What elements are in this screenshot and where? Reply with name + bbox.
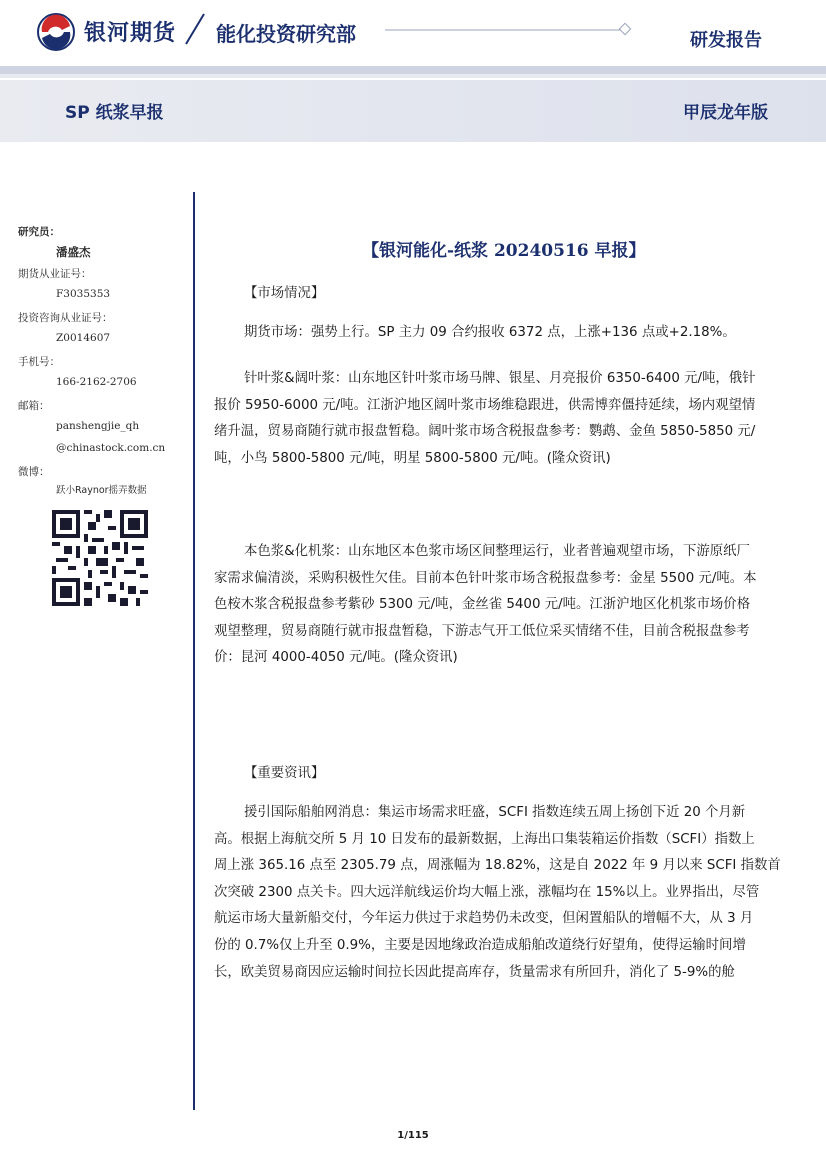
report-type: 研发报告	[690, 30, 762, 51]
paragraph-shipping-news	[214, 800, 781, 986]
paragraph-line: 家需求偏清淡，采购积极性欠佳。目前本色针叶浆市场含税报盘参考：金星 5500 元/吨。本	[214, 570, 757, 586]
weibo-handle[interactable]: 跃小Raynor摇弄数据	[56, 485, 147, 496]
paragraph-line: 针叶浆&阔叶浆：山东地区针叶浆市场马牌、银星、月亮报价 6350-6400 元/吨，俄针	[244, 371, 756, 386]
paragraph-line: 份的 0.7%仅上升至 0.9%，主要是因地缘政治造成船舶改道绕行好望角，使得运输时间增	[214, 937, 746, 953]
banner-edition: 甲辰龙年版	[683, 103, 768, 123]
paragraph-futures-market	[214, 320, 774, 347]
paragraph-unbleached-mechanical	[214, 539, 774, 672]
page-number: 1/115	[397, 1130, 429, 1141]
department-name: 能化投资研究部	[216, 22, 356, 46]
invest-cert-number: Z0014607	[56, 332, 111, 344]
paragraph-line: 价：昆河 4000-4050 元/吨。(隆众资讯)	[214, 650, 458, 666]
researcher-name: 潘盛杰	[56, 245, 91, 259]
paragraph-line: 次突破 2300 点关卡。四大远洋航线运价均大幅上涨，涨幅均在 15%以上。业界指出，尽管	[214, 884, 760, 900]
paragraph-line: 期货市场：强势上行。SP 主力 09 合约报收 6372 点，上涨+136 点或+2.18%。	[244, 325, 736, 340]
invest-cert-label: 投资咨询从业证号：	[18, 312, 113, 324]
researcher-label: 研究员：	[18, 226, 60, 238]
qr-code-icon	[52, 510, 148, 606]
paragraph-line: 高。根据上海航交所 5 月 10 日发布的最新数据，上海出口集装箱运价指数（SCFI）指数上	[214, 831, 755, 847]
header-stripe-light	[0, 74, 826, 78]
header-decorative-line	[385, 20, 635, 40]
paragraph-line: 吨，小鸟 5800-5800 元/吨，明星 5800-5800 元/吨。(隆众资讯)	[214, 450, 611, 466]
header-slash-divider	[180, 12, 208, 46]
email-line-1[interactable]: panshengjie_qh	[56, 420, 140, 432]
header-stripe	[0, 66, 826, 74]
paragraph-line: 周上涨 365.16 点至 2305.79 点，周涨幅为 18.82%，这是自 2022 年 9 月以来 SCFI 指数首	[214, 858, 781, 874]
section-heading-market: 【市场情况】	[244, 286, 325, 301]
futures-cert-label: 期货从业证号：	[18, 268, 92, 280]
banner-report-name: SP 纸浆早报	[65, 103, 164, 123]
paragraph-line: 观望整理，贸易商随行就市报盘暂稳，下游志气开工低位采买情绪不佳，目前含税报盘参考	[214, 623, 750, 639]
paragraph-line: 色桉木浆含税报盘参考紫砂 5300 元/吨，金丝雀 5400 元/吨。江浙沪地区化机浆市场价格	[214, 597, 751, 613]
weibo-label: 微博：	[18, 466, 50, 478]
futures-cert-number: F3035353	[56, 288, 111, 300]
paragraph-line: 航运市场大量新船交付，今年运力供过于求趋势仍未改变，但闲置船队的增幅不大，从 3 月	[214, 911, 754, 927]
paragraph-line: 本色浆&化机浆：山东地区本色浆市场区间整理运行，业者普遍观望市场，下游原纸厂	[244, 544, 750, 559]
company-logo-icon	[36, 12, 76, 52]
paragraph-line: 长，欧美贸易商因应运输时间拉长因此提高库存，货量需求有所回升，消化了 5-9%的舱	[214, 964, 735, 980]
report-title: 【银河能化-纸浆 20240516 早报】	[362, 241, 646, 261]
paragraph-line: 绪升温，贸易商随行就市报盘暂稳。阔叶浆市场含税报盘参考：鹦鹉、金鱼 5850-5850 元/	[214, 424, 756, 440]
section-heading-news: 【重要资讯】	[244, 766, 325, 781]
paragraph-line: 援引国际船舶网消息：集运市场需求旺盛，SCFI 指数连续五周上扬创下近 20 个月新	[244, 805, 746, 820]
sidebar-divider	[193, 192, 195, 1110]
phone-label: 手机号：	[18, 356, 60, 368]
paragraph-softwood-hardwood	[214, 366, 774, 472]
paragraph-line: 报价 5950-6000 元/吨。江浙沪地区阔叶浆市场维稳跟进，供需博弈僵持延续，场内观望情	[214, 397, 756, 413]
email-line-2[interactable]: @chinastock.com.cn	[56, 442, 166, 454]
email-label: 邮箱：	[18, 400, 50, 412]
phone-number: 166-2162-2706	[56, 376, 137, 388]
company-name: 银河期货	[84, 21, 177, 46]
